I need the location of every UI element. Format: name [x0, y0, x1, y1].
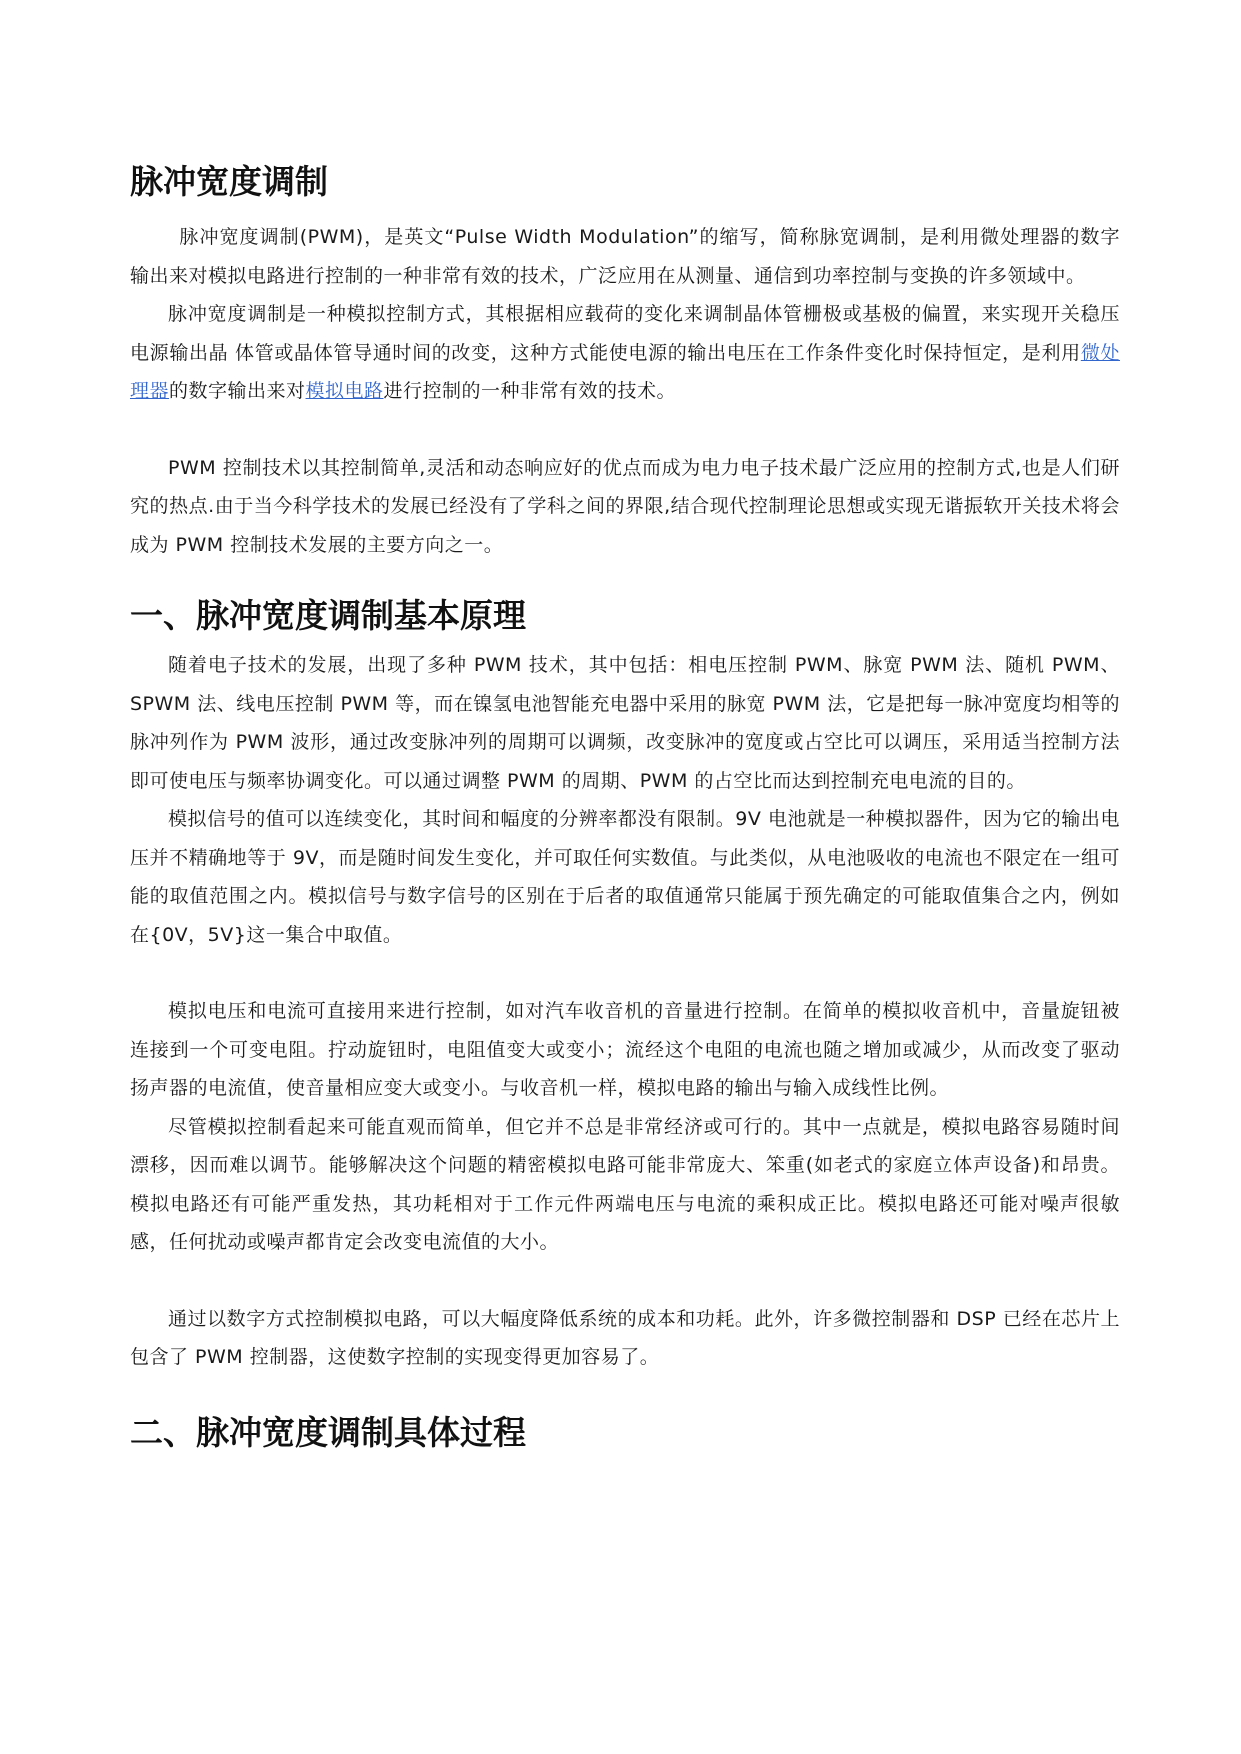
- section-1-paragraph-2: 模拟信号的值可以连续变化，其时间和幅度的分辨率都没有限制。9V 电池就是一种模拟器件，因为它的输出电压并不精确地等于 9V，而是随时间发生变化，并可取任何实数值。与此类似，从电池吸收的电流也不限定在一组可能的取值范围之内。模拟信号与数字信号的区别在于后者的取值通常只能属于预先确定的可能取值集合之内，例如在{0V，5V}这一集合中取值。: [130, 808, 1120, 946]
- intro-paragraph-2: [130, 295, 1120, 411]
- section-1-paragraph-5: 通过以数字方式控制模拟电路，可以大幅度降低系统的成本和功耗。此外，许多微控制器和 DSP 已经在芯片上包含了 PWM 控制器，这使数字控制的实现变得更加容易了。: [130, 1307, 1120, 1368]
- microprocessor-link[interactable]: 微处理器: [130, 341, 1120, 402]
- intro-paragraph-1: 脉冲宽度调制(PWM)，是英文“Pulse Width Modulation”的缩写，简称脉宽调制，是利用微处理器的数字输出来对模拟电路进行控制的一种非常有效的技术，广泛应用在从测量、通信到功率控制与变换的许多领域中。: [130, 226, 1120, 287]
- document-page: [130, 160, 1120, 1455]
- section-1-heading: 一、脉冲宽度调制基本原理: [130, 596, 526, 635]
- section-2-heading: 二、脉冲宽度调制具体过程: [130, 1412, 526, 1452]
- section-1-paragraph-3: 模拟电压和电流可直接用来进行控制，如对汽车收音机的音量进行控制。在简单的模拟收音机中，音量旋钮被连接到一个可变电阻。拧动旋钮时，电阻值变大或变小；流经这个电阻的电流也随之增加或减少，从而改变了驱动扬声器的电流值，使音量相应变大或变小。与收音机一样，模拟电路的输出与输入成线性比例。: [130, 1000, 1120, 1099]
- intro-paragraph-2-text-c: 进行控制的一种非常有效的技术。: [383, 380, 677, 402]
- analog-circuit-link[interactable]: 模拟电路: [305, 380, 384, 402]
- section-1-paragraph-1: 随着电子技术的发展，出现了多种 PWM 技术，其中包括：相电压控制 PWM、脉宽 PWM 法、随机 PWM、SPWM 法、线电压控制 PWM 等，而在镍氢电池智能充电器中采用的脉宽 PWM 法，它是把每一脉冲宽度均相等的脉冲列作为 PWM 波形，通过改变脉冲列的周期可以调频，改变脉冲的宽度或占空比可以调压，采用适当控制方法即可使电压与频率协调变化。可以通过调整 PWM 的周期、PWM 的占空比而达到控制充电电流的目的。: [130, 654, 1120, 792]
- document-title: 脉冲宽度调制: [130, 162, 328, 201]
- intro-paragraph-2-text-b: 的数字输出来对: [169, 380, 306, 402]
- section-1-paragraph-4: 尽管模拟控制看起来可能直观而简单，但它并不总是非常经济或可行的。其中一点就是，模拟电路容易随时间漂移，因而难以调节。能够解决这个问题的精密模拟电路可能非常庞大、笨重(如老式的家庭立体声设备)和昂贵。模拟电路还有可能严重发热，其功耗相对于工作元件两端电压与电流的乘积成正比。模拟电路还可能对噪声很敏感，任何扰动或噪声都肯定会改变电流值的大小。: [130, 1115, 1120, 1253]
- intro-paragraph-3: PWM 控制技术以其控制简单,灵活和动态响应好的优点而成为电力电子技术最广泛应用的控制方式,也是人们研究的热点.由于当今科学技术的发展已经没有了学科之间的界限,结合现代控制理论思想或实现无谐振软开关技术将会成为 PWM 控制技术发展的主要方向之一。: [130, 456, 1120, 556]
- intro-paragraph-2-text-a: 脉冲宽度调制是一种模拟控制方式，其根据相应载荷的变化来调制晶体管栅极或基极的偏置，来实现开关稳压电源输出晶 体管或晶体管导通时间的改变，这种方式能使电源的输出电压在工作条件变化时保持恒定，是利用: [130, 303, 1120, 364]
